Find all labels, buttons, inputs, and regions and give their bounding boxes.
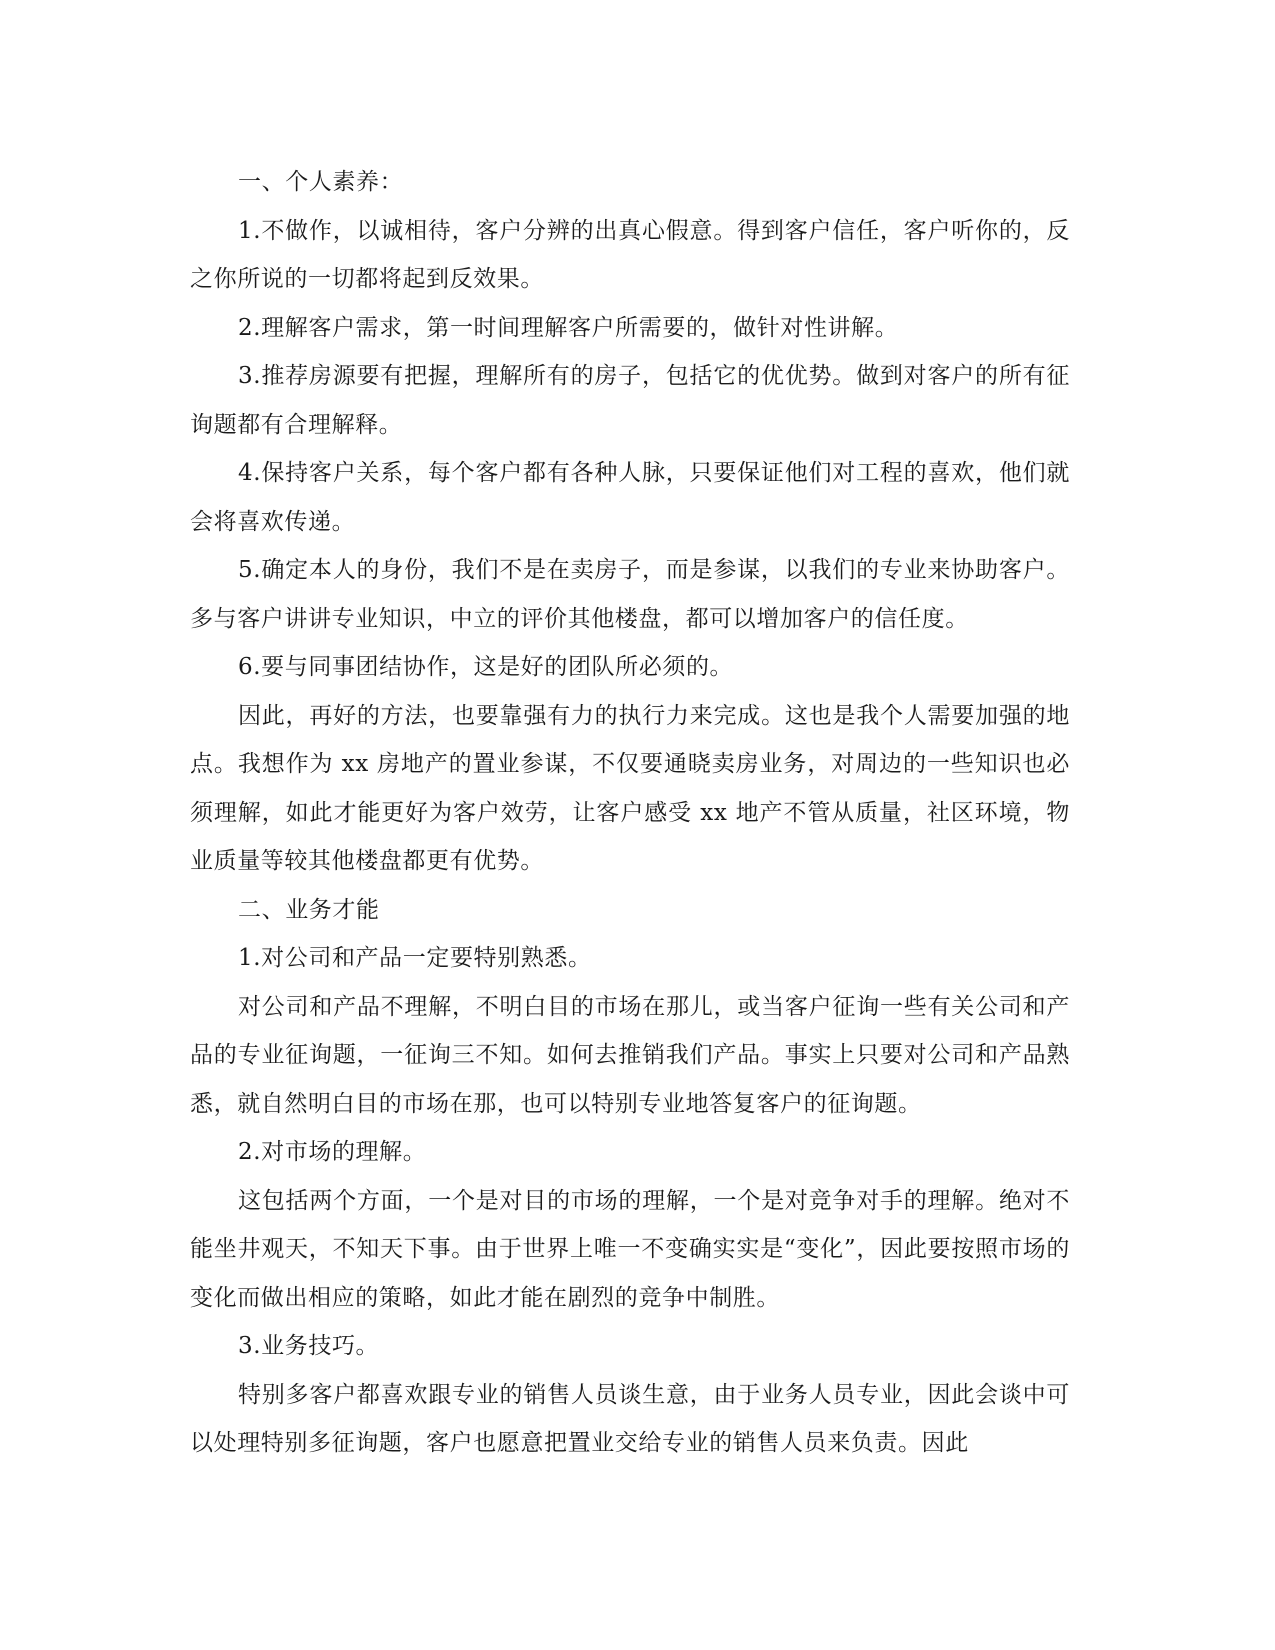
section-heading-business-ability: 二、业务才能 (238, 896, 380, 923)
paragraph: 因此，再好的方法，也要靠强有力的执行力来完成。这也是我个人需要加强的地点。我想作为 xx 房地产的置业参谋，不仅要通晓卖房业务，对周边的一些知识也必须理解，如此才能更好为客户效劳，让客户感受 xx 地产不管从质量，社区环境，物业质量等较其他楼盘都更有优势。 (190, 702, 1070, 874)
paragraph: 2.对市场的理解。 (238, 1139, 427, 1165)
paragraph: 对公司和产品不理解，不明白目的市场在那儿，或当客户征询一些有关公司和产品的专业征询题，一征询三不知。如何去推销我们产品。事实上只要对公司和产品熟悉，就自然明白目的市场在那，也可以特别专业地答复客户的征询题。 (190, 993, 1070, 1117)
paragraph: 6.要与同事团结协作，这是好的团队所必须的。 (238, 654, 734, 680)
paragraph: 1.不做作，以诚相待，客户分辨的出真心假意。得到客户信任，客户听你的，反之你所说的一切都将起到反效果。 (190, 217, 1070, 292)
paragraph: 3.业务技巧。 (238, 1333, 380, 1359)
paragraph: 这包括两个方面，一个是对目的市场的理解，一个是对竞争对手的理解。绝对不能坐井观天，不知天下事。由于世界上唯一不变确实实是“变化”，因此要按照市场的变化而做出相应的策略，如此才能在剧烈的竞争中制胜。 (190, 1187, 1070, 1311)
paragraph: 3.推荐房源要有把握，理解所有的房子，包括它的优优势。做到对客户的所有征询题都有合理解释。 (190, 363, 1070, 438)
section-heading-personal-quality: 一、个人素养： (238, 169, 404, 195)
paragraph: 1.对公司和产品一定要特别熟悉。 (238, 945, 592, 971)
paragraph: 2.理解客户需求，第一时间理解客户所需要的，做针对性讲解。 (238, 314, 899, 341)
paragraph: 4.保持客户关系，每个客户都有各种人脉，只要保证他们对工程的喜欢，他们就会将喜欢传递。 (190, 460, 1070, 535)
paragraph: 特别多客户都喜欢跟专业的销售人员谈生意，由于业务人员专业，因此会谈中可以处理特别多征询题，客户也愿意把置业交给专业的销售人员来负责。因此 (190, 1381, 1070, 1456)
document-body (190, 158, 1070, 1468)
paragraph: 5.确定本人的身份，我们不是在卖房子，而是参谋，以我们的专业来协助客户。多与客户讲讲专业知识，中立的评价其他楼盘，都可以增加客户的信任度。 (190, 557, 1070, 632)
